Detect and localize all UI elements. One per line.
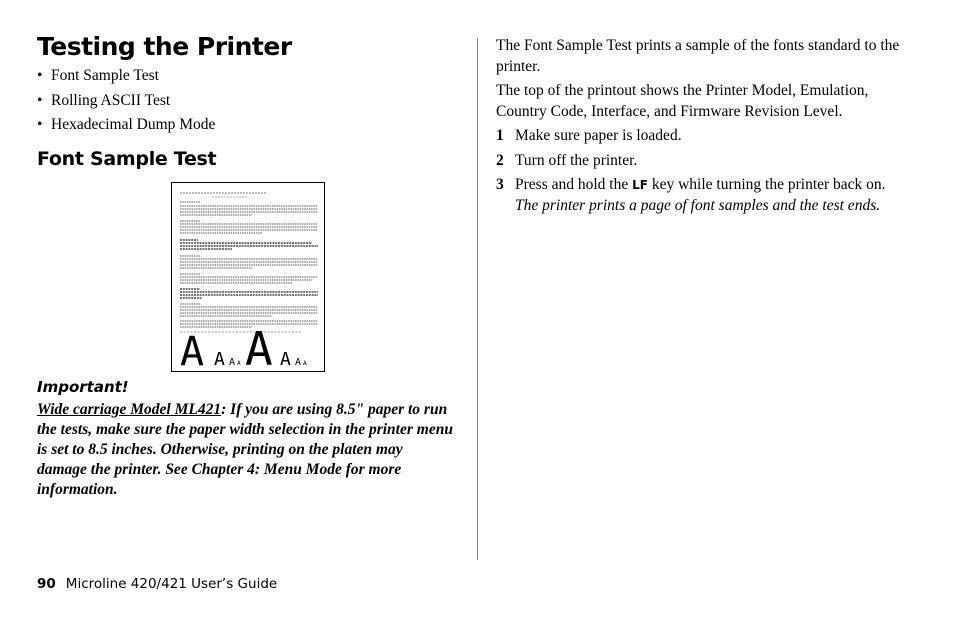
step-result: The printer prints a page of font samples and the test ends.	[515, 196, 881, 214]
section-title: Font Sample Test	[37, 148, 217, 170]
large-glyph: A	[245, 322, 273, 372]
important-heading: Important!	[37, 378, 129, 396]
page-footer	[37, 576, 277, 592]
page-title: Testing the Printer	[37, 32, 292, 61]
column-divider	[477, 38, 478, 560]
step-text: Press and hold the	[515, 176, 633, 193]
list-item: • Hexadecimal Dump Mode	[37, 116, 216, 133]
medium-glyph: A	[280, 349, 291, 370]
guide-title: Microline 420/421 User’s Guide	[65, 576, 278, 592]
large-glyph: A	[180, 329, 205, 372]
test-list	[37, 65, 215, 139]
list-item: • Font Sample Test	[37, 67, 159, 84]
step-1	[496, 126, 916, 147]
step-number: 1	[496, 127, 504, 144]
tiny-glyph: A	[303, 360, 307, 367]
step-text: key while turning the printer back on.	[647, 176, 886, 193]
step-2	[496, 151, 916, 172]
font-sample-printout-image	[171, 182, 325, 372]
details-paragraph: The top of the printout shows the Printer Model, Emulation, Country Code, Interface, and Firmware Revision Level.	[496, 82, 869, 120]
step-number: 3	[496, 176, 504, 193]
page-number: 90	[37, 576, 56, 592]
tiny-glyph: A	[237, 360, 241, 367]
small-glyph: A	[229, 357, 236, 368]
step-text: Turn off the printer.	[515, 151, 638, 169]
right-column	[496, 36, 916, 216]
lf-key-label: LF	[632, 178, 648, 192]
printout-illustration	[172, 183, 325, 372]
important-note	[37, 400, 455, 500]
medium-glyph: A	[214, 349, 225, 370]
intro-paragraph: The Font Sample Test prints a sample of the fonts standard to the printer.	[496, 37, 900, 75]
important-text: : If you are using 8.5" paper to run the tests, make sure the paper width selection in the printer menu is set to 8.5 inches. Otherwise, printing on the platen may damage the printer. See Chapter 4: Menu Mode for more information.	[37, 401, 453, 498]
model-reference: Wide carriage Model ML421	[37, 401, 222, 418]
step-3	[496, 175, 916, 216]
small-glyph: A	[295, 357, 302, 368]
list-item: • Rolling ASCII Test	[37, 91, 171, 109]
step-number: 2	[496, 151, 504, 169]
step-text: Make sure paper is loaded.	[515, 127, 682, 144]
